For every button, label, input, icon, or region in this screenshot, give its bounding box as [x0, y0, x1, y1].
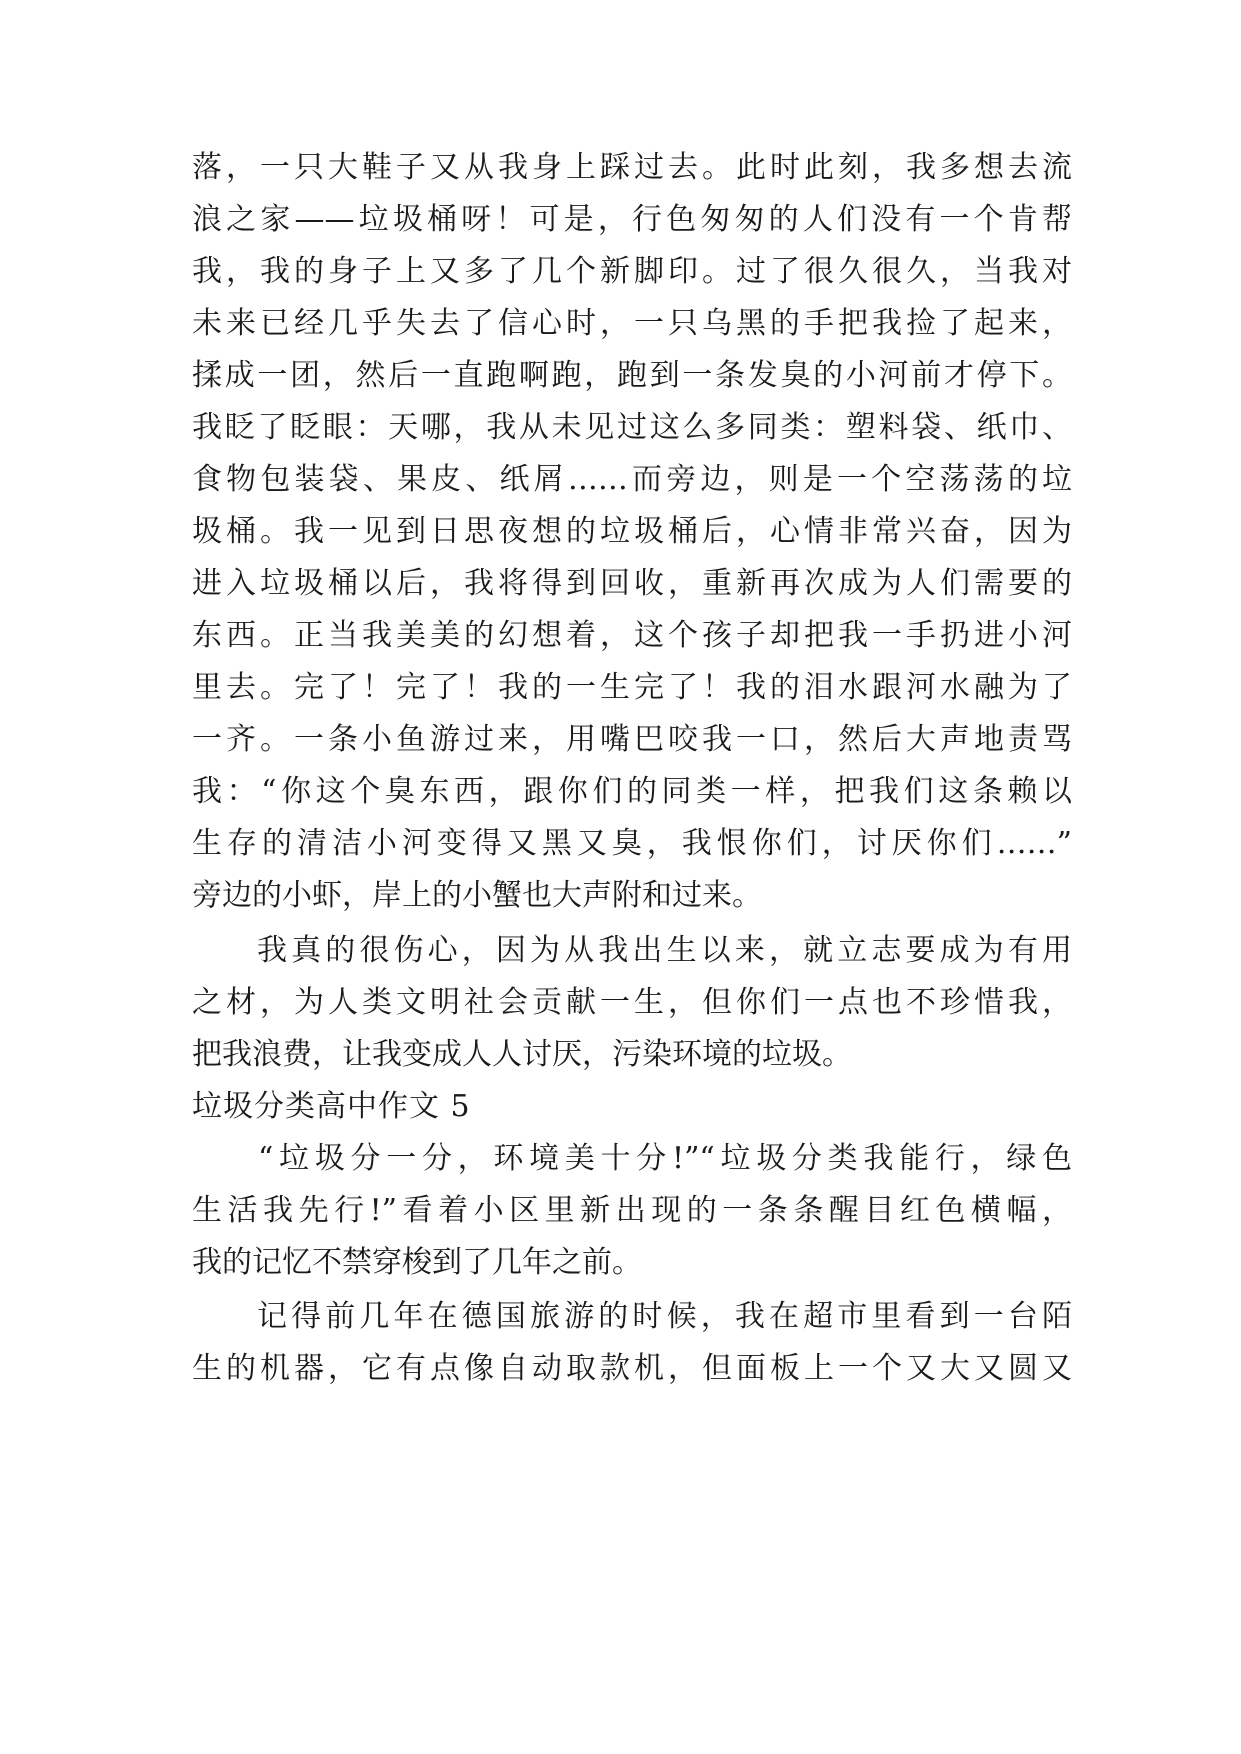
- text-line: 把我浪费，让我变成人人讨厌，污染环境的垃圾。: [192, 1037, 852, 1072]
- text-line: 里去。完了！完了！我的一生完了！我的泪水跟河水融为了: [192, 670, 1072, 705]
- text-line: “垃圾分一分，环境美十分!”“垃圾分类我能行，绿色: [258, 1141, 1072, 1176]
- text-line: 浪之家——垃圾桶呀！可是，行色匆匆的人们没有一个肯帮: [192, 202, 1072, 237]
- text-line: 我，我的身子上又多了几个新脚印。过了很久很久，当我对: [192, 254, 1072, 289]
- text-line: 我真的很伤心，因为从我出生以来，就立志要成为有用: [257, 933, 1072, 968]
- text-line: 我眨了眨眼：天哪，我从未见过这么多同类：塑料袋、纸巾、: [192, 410, 1072, 445]
- text-line: 我的记忆不禁穿梭到了几年之前。: [192, 1245, 642, 1280]
- text-line: 生活我先行!”看着小区里新出现的一条条醒目红色横幅，: [192, 1193, 1072, 1228]
- text-line: 圾桶。我一见到日思夜想的垃圾桶后，心情非常兴奋，因为: [192, 514, 1072, 549]
- text-line: 进入垃圾桶以后，我将得到回收，重新再次成为人们需要的: [192, 566, 1072, 601]
- text-line: 生的机器，它有点像自动取款机，但面板上一个又大又圆又: [192, 1351, 1072, 1386]
- text-line: 生存的清洁小河变得又黑又臭，我恨你们，讨厌你们……”: [192, 826, 1072, 861]
- text-line: 揉成一团，然后一直跑啊跑，跑到一条发臭的小河前才停下。: [192, 358, 1072, 393]
- text-line: 东西。正当我美美的幻想着，这个孩子却把我一手扔进小河: [192, 618, 1072, 653]
- text-line: 未来已经几乎失去了信心时，一只乌黑的手把我捡了起来，: [192, 306, 1072, 341]
- text-line: 记得前几年在德国旅游的时候，我在超市里看到一台陌: [257, 1299, 1072, 1334]
- text-line: 旁边的小虾，岸上的小蟹也大声附和过来。: [192, 878, 762, 913]
- text-line: 食物包装袋、果皮、纸屑……而旁边，则是一个空荡荡的垃: [192, 462, 1072, 497]
- text-line: 我：“你这个臭东西，跟你们的同类一样，把我们这条赖以: [192, 774, 1072, 809]
- text-line: 落，一只大鞋子又从我身上踩过去。此时此刻，我多想去流: [192, 150, 1072, 185]
- section-heading: 垃圾分类高中作文 5: [192, 1089, 471, 1124]
- text-line: 之材，为人类文明社会贡献一生，但你们一点也不珍惜我，: [192, 985, 1072, 1020]
- text-line: 一齐。一条小鱼游过来，用嘴巴咬我一口，然后大声地责骂: [192, 722, 1072, 757]
